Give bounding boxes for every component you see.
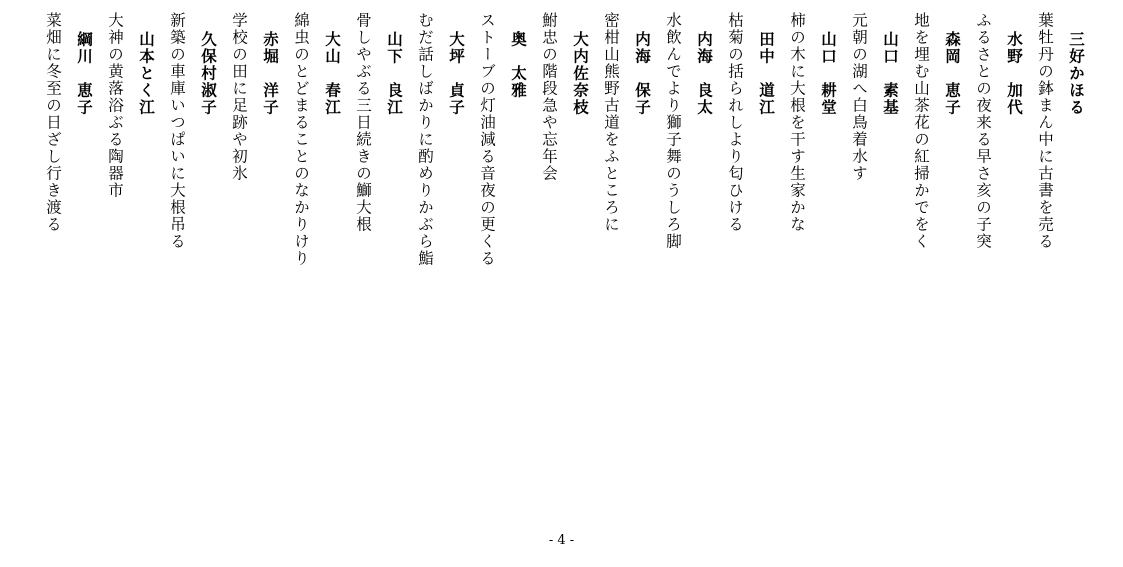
haiku-text: 骨しやぶる三日続きの鰤大根 (354, 12, 372, 233)
author-name: 田中 道江 (757, 31, 775, 116)
haiku-text: 水飲んでより獅子舞のうしろ脚 (664, 12, 682, 250)
haiku-entry (102, 12, 159, 512)
page-number: - 4 - (548, 533, 575, 548)
haiku-columns (29, 12, 1089, 512)
author-name: 赤堀 洋子 (261, 31, 279, 116)
haiku-text: 新築の車庫いつぱいに大根吊る (168, 12, 186, 250)
haiku-text: 元朝の湖へ白鳥着水す (850, 12, 868, 182)
haiku-text: 菜畑に冬至の日ざし行き渡る (44, 12, 62, 233)
haiku-entry (536, 12, 593, 512)
haiku-text: 枯菊の括られしより匂ひける (726, 12, 744, 233)
haiku-entry (412, 12, 469, 512)
haiku-text: 大神の黄落浴ぶる陶器市 (106, 12, 124, 199)
haiku-entry (722, 12, 779, 512)
author-name: 水野 加代 (1005, 31, 1023, 116)
haiku-entry (660, 12, 717, 512)
haiku-text: 密柑山熊野古道をふところに (602, 12, 620, 233)
author-name: 山下 良江 (385, 31, 403, 116)
author-name: 山口 素基 (881, 31, 899, 116)
haiku-text: ふるさとの夜来る早さ亥の子突 (974, 12, 992, 250)
haiku-text: 葉牡丹の鉢まん中に古書を売る (1036, 12, 1054, 250)
haiku-entry (164, 12, 221, 512)
haiku-entry (908, 12, 965, 512)
author-name: 山本とく江 (137, 31, 155, 116)
haiku-text: 地を埋む山茶花の紅掃かでをく (912, 12, 930, 250)
haiku-text: ストーブの灯油減る音夜の更くる (478, 12, 496, 267)
author-name: 大坪 貞子 (447, 31, 465, 116)
haiku-text: 学校の田に足跡や初氷 (230, 12, 248, 182)
author-name: 山口 耕堂 (819, 31, 837, 116)
haiku-entry (598, 12, 655, 512)
haiku-entry (1032, 12, 1089, 512)
haiku-text: 鮒忠の階段急や忘年会 (540, 12, 558, 182)
author-name: 大内佐奈枝 (571, 31, 589, 116)
author-name: 大山 春江 (323, 31, 341, 116)
haiku-text: むだ話しばかりに酌めりかぶら鮨 (416, 12, 434, 267)
haiku-entry (350, 12, 407, 512)
author-name: 森岡 恵子 (943, 31, 961, 116)
haiku-entry (784, 12, 841, 512)
haiku-entry (40, 12, 97, 512)
haiku-text: 綿虫のとどまることのなかりけり (292, 12, 310, 267)
haiku-text: 柿の木に大根を干す生家かな (788, 12, 806, 233)
haiku-entry (474, 12, 531, 512)
author-name: 三好かほる (1067, 31, 1085, 116)
author-name: 内海 良太 (695, 31, 713, 116)
haiku-entry (846, 12, 903, 512)
haiku-entry (288, 12, 345, 512)
author-name: 奥 太雅 (509, 31, 527, 99)
haiku-entry (226, 12, 283, 512)
author-name: 内海 保子 (633, 31, 651, 116)
haiku-entry (970, 12, 1027, 512)
author-name: 久保村淑子 (199, 31, 217, 116)
author-name: 綱川 恵子 (75, 31, 93, 116)
